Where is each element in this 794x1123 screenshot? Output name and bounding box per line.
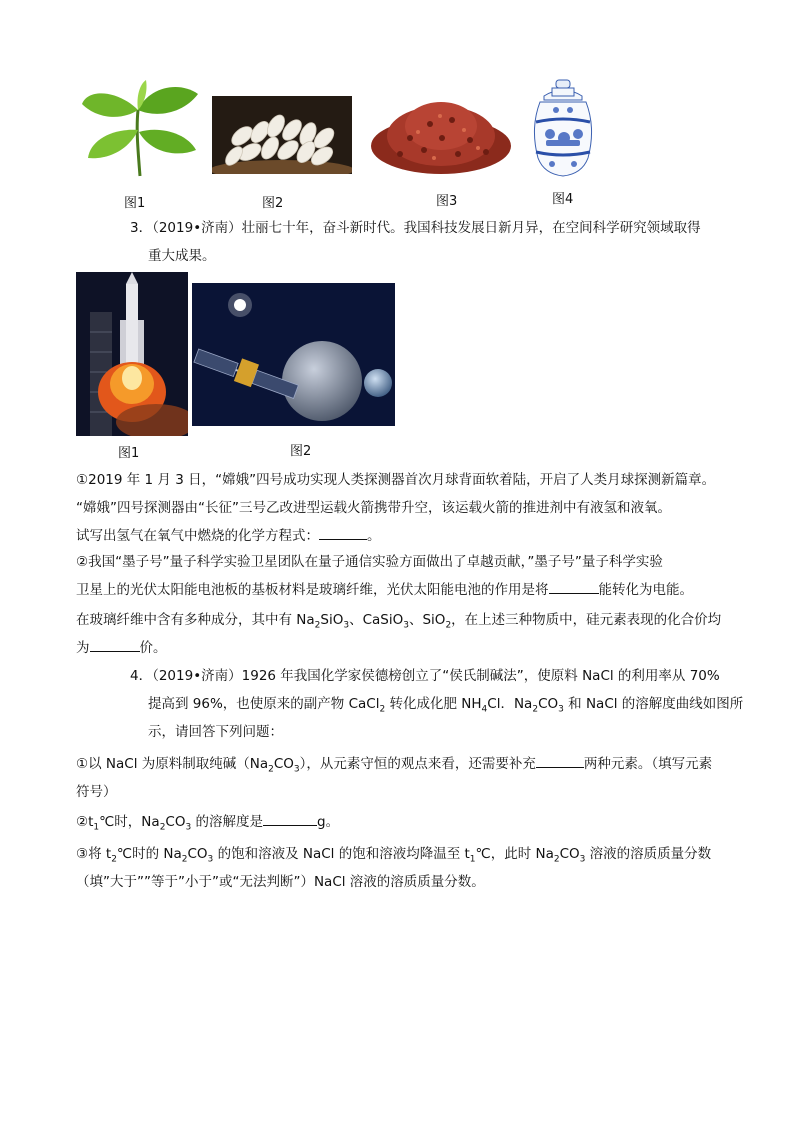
text-seg: ，在上述三种物质中，硅元素表现的化合价均 bbox=[451, 612, 722, 628]
text-seg: ℃时，Na bbox=[99, 814, 160, 830]
q4-part3-line1 bbox=[76, 844, 711, 864]
q4-stem-line3: 示，请回答下列问题： bbox=[148, 724, 283, 740]
q3-part2-line2 bbox=[76, 580, 693, 600]
q4-part2-line bbox=[76, 812, 339, 832]
text-seg: ①以 NaCl 为原料制取纯碱（Na bbox=[76, 756, 269, 772]
q3-part2-text: 卫星上的光伏太阳能电池板的基板材料是玻璃纤维，光伏太阳能电池的作用是将 bbox=[76, 582, 549, 598]
q3-part2-end: 能转化为电能。 bbox=[598, 582, 693, 598]
text-seg: ②t bbox=[76, 814, 94, 830]
q3-stem-line2: 重大成果。 bbox=[148, 248, 216, 264]
q3-part1-line3 bbox=[76, 526, 381, 546]
q3-part1-end: 。 bbox=[367, 528, 381, 544]
figure-caption-2: 图2 bbox=[262, 196, 284, 211]
answer-blank-elements[interactable] bbox=[536, 766, 584, 768]
subscript: 2 bbox=[111, 854, 117, 865]
answer-blank-valence[interactable] bbox=[90, 650, 140, 652]
text-seg: CO bbox=[273, 756, 294, 772]
q3-figure-caption-1: 图1 bbox=[118, 446, 140, 461]
subscript: 2 bbox=[181, 854, 188, 865]
text-seg: 提高到 96%，也使原来的副产物 CaCl bbox=[148, 696, 380, 712]
text-seg: 价。 bbox=[139, 640, 167, 656]
q3-part1-line2: “嫦娥”四号探测器由“长征”三号乙改进型运载火箭携带升空，该运载火箭的推进剂中有液氢和液氧。 bbox=[76, 500, 671, 516]
subscript: 3 bbox=[403, 620, 409, 631]
q3-part2-line3 bbox=[76, 610, 721, 630]
subscript: 3 bbox=[579, 854, 586, 865]
q3-stem-line1: 3．（2019•济南）壮丽七十年，奋斗新时代。我国科技发展日新月异，在空间科学研究领域取得 bbox=[130, 220, 701, 236]
answer-blank-solubility[interactable] bbox=[263, 824, 317, 826]
subscript: 2 bbox=[314, 620, 321, 631]
subscript: 2 bbox=[268, 764, 274, 775]
q4-stem-line2 bbox=[148, 694, 743, 714]
text-seg: CO bbox=[165, 814, 186, 830]
text-seg: CO bbox=[187, 846, 208, 862]
subscript: 2 bbox=[445, 620, 452, 631]
subscript: 3 bbox=[207, 854, 214, 865]
q3-figure-caption-2: 图2 bbox=[290, 444, 312, 459]
subscript: 3 bbox=[343, 620, 350, 631]
text-seg: 和 NaCl 的溶解度曲线如图所 bbox=[563, 696, 744, 712]
q3-part2-line1: ②我国“墨子号”量子科学实验卫星团队在量子通信实验方面做出了卓越贡献，”墨子号”量子科学实验 bbox=[76, 554, 663, 570]
subscript: 2 bbox=[532, 704, 539, 715]
text-seg: ℃，此时 Na bbox=[475, 846, 554, 862]
text-seg: CO bbox=[538, 696, 559, 712]
text-seg: 两种元素。（填写元素 bbox=[583, 756, 713, 772]
text-seg: 转化成化肥 NH bbox=[385, 696, 482, 712]
porcelain-jar-image bbox=[526, 78, 600, 180]
q3-part2-line4 bbox=[76, 638, 167, 658]
text-seg: 溶液的溶质质量分数 bbox=[585, 846, 712, 862]
subscript: 1 bbox=[93, 822, 100, 833]
tea-leaf-image bbox=[78, 80, 202, 178]
text-seg: 为 bbox=[76, 640, 90, 656]
q4-part3-line2: （填”大于””等于”小于”或“无法判断”）NaCl 溶液的溶质质量分数。 bbox=[76, 874, 485, 890]
answer-blank-equation[interactable] bbox=[319, 538, 367, 540]
text-seg: CO bbox=[559, 846, 580, 862]
figure-caption-1: 图1 bbox=[124, 196, 146, 211]
text-seg: ），从元素守恒的观点来看，还需要补充 bbox=[299, 756, 536, 772]
subscript: 2 bbox=[553, 854, 560, 865]
figure-caption-4: 图4 bbox=[552, 192, 574, 207]
q3-part1-text: 试写出氢气在氧气中燃烧的化学方程式： bbox=[76, 528, 319, 544]
satellite-space-image bbox=[192, 283, 395, 426]
text-seg: 、SiO bbox=[408, 612, 446, 628]
text-seg: 的饱和溶液及 NaCl 的饱和溶液均降温至 t bbox=[213, 846, 470, 862]
text-seg: 、CaSiO bbox=[349, 612, 404, 628]
silkworm-cocoon-image bbox=[212, 96, 352, 174]
subscript: 2 bbox=[379, 704, 386, 715]
text-seg: ℃时的 Na bbox=[116, 846, 182, 862]
text-seg: SiO bbox=[320, 612, 344, 628]
subscript: 3 bbox=[185, 822, 192, 833]
q4-stem-line1: 4．（2019•济南）1926 年我国化学家侯德榜创立了“侯氏制碱法”，使原料 NaCl 的利用率从 70% bbox=[130, 668, 720, 684]
text-seg: g。 bbox=[317, 814, 340, 830]
figure-caption-3: 图3 bbox=[436, 194, 458, 209]
text-seg: Cl．Na bbox=[487, 696, 533, 712]
answer-blank-energy[interactable] bbox=[549, 592, 599, 594]
subscript: 3 bbox=[293, 764, 300, 775]
subscript: 3 bbox=[558, 704, 564, 715]
q3-part1-line1: ①2019 年 1 月 3 日，“嫦娥”四号成功实现人类探测器首次月球背面软着陆，开启了人类月球探测新篇章。 bbox=[76, 472, 716, 488]
q4-part1-line1 bbox=[76, 754, 712, 774]
subscript: 4 bbox=[481, 704, 488, 715]
rocket-launch-image bbox=[76, 272, 188, 436]
text-seg: 在玻璃纤维中含有多种成分，其中有 Na bbox=[76, 612, 315, 628]
subscript: 1 bbox=[469, 854, 476, 865]
sichuan-pepper-image bbox=[370, 94, 512, 176]
text-seg: 的溶解度是 bbox=[191, 814, 264, 830]
text-seg: ③将 t bbox=[76, 846, 112, 862]
q4-part1-line2: 符号） bbox=[76, 784, 117, 800]
subscript: 2 bbox=[159, 822, 166, 833]
